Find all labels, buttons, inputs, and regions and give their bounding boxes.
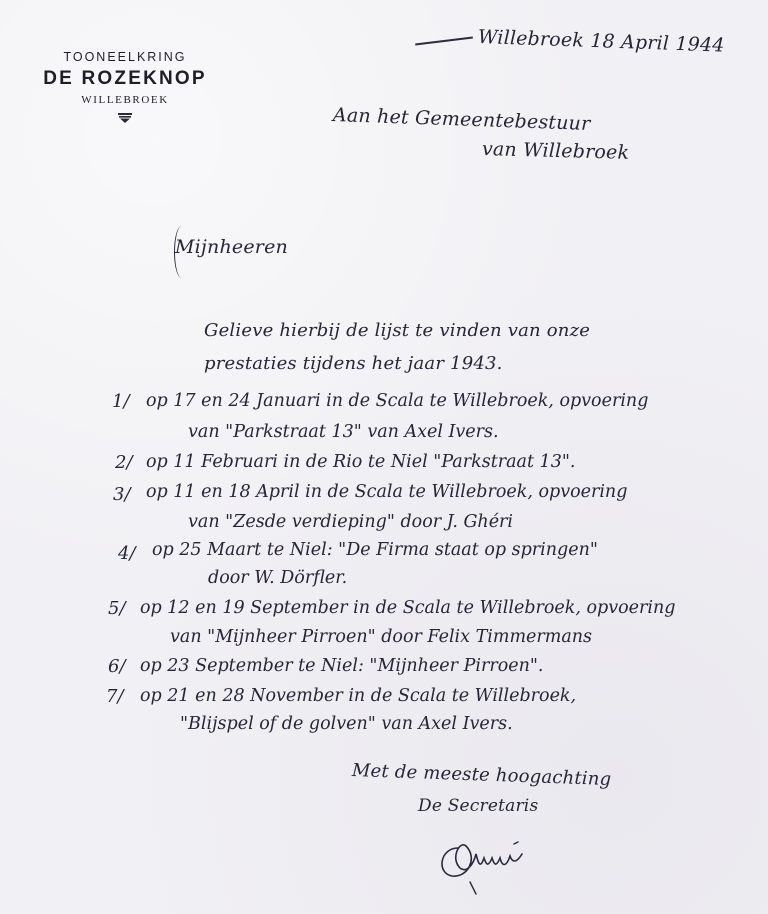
signatory-title: De Secretaris bbox=[418, 796, 539, 816]
letterhead-emblem-icon bbox=[117, 113, 133, 123]
item-4-line-2: door W. Dörfler. bbox=[208, 568, 348, 588]
recipient-line-2: van Willebroek bbox=[481, 138, 630, 164]
item-3-line-2: van "Zesde verdieping" door J. Ghéri bbox=[188, 512, 514, 532]
item-1-number: 1/ bbox=[112, 391, 130, 412]
signature bbox=[430, 818, 560, 898]
intro-line-2: prestaties tijdens het jaar 1943. bbox=[204, 353, 503, 374]
item-2-line-1: op 11 Februari in de Rio te Niel "Parkstraat 13". bbox=[146, 452, 576, 472]
letterhead bbox=[20, 48, 230, 128]
closing-line: Met de meeste hoogachting bbox=[351, 760, 612, 791]
item-7-line-2: "Blijspel of de golven" van Axel Ivers. bbox=[180, 714, 513, 734]
item-6-line-1: op 23 September te Niel: "Mijnheer Pirroen". bbox=[140, 656, 544, 676]
letterhead-society: TOONEELKRING bbox=[63, 50, 187, 64]
item-7-line-1: op 21 en 28 November in de Scala te Willebroek, bbox=[140, 686, 577, 706]
item-7-number: 7/ bbox=[106, 686, 124, 707]
item-2-number: 2/ bbox=[115, 452, 133, 473]
item-4-line-1: op 25 Maart te Niel: "De Firma staat op springen" bbox=[152, 540, 598, 560]
letterhead-name: DE ROZEKNOP bbox=[43, 68, 207, 89]
item-5-line-2: van "Mijnheer Pirroen" door Felix Timmermans bbox=[170, 627, 593, 647]
item-1-line-1: op 17 en 24 Januari in de Scala te Willebroek, opvoering bbox=[146, 391, 649, 411]
item-3-number: 3/ bbox=[113, 484, 131, 505]
intro-line-1: Gelieve hierbij de lijst te vinden van onze bbox=[204, 320, 591, 341]
item-5-number: 5/ bbox=[108, 598, 126, 619]
letter-date: Willebroek 18 April 1944 bbox=[477, 26, 725, 57]
item-1-line-2: van "Parkstraat 13" van Axel Ivers. bbox=[188, 422, 499, 442]
item-5-line-1: op 12 en 19 September in de Scala te Willebroek, opvoering bbox=[140, 598, 676, 618]
salutation: Mijnheeren bbox=[175, 236, 288, 258]
item-3-line-1: op 11 en 18 April in de Scala te Willebroek, opvoering bbox=[146, 482, 628, 502]
letterhead-town: WILLEBROEK bbox=[81, 94, 169, 106]
recipient-line-1: Aan het Gemeentebestuur bbox=[332, 104, 591, 135]
item-4-number: 4/ bbox=[118, 543, 136, 564]
item-6-number: 6/ bbox=[108, 656, 126, 677]
